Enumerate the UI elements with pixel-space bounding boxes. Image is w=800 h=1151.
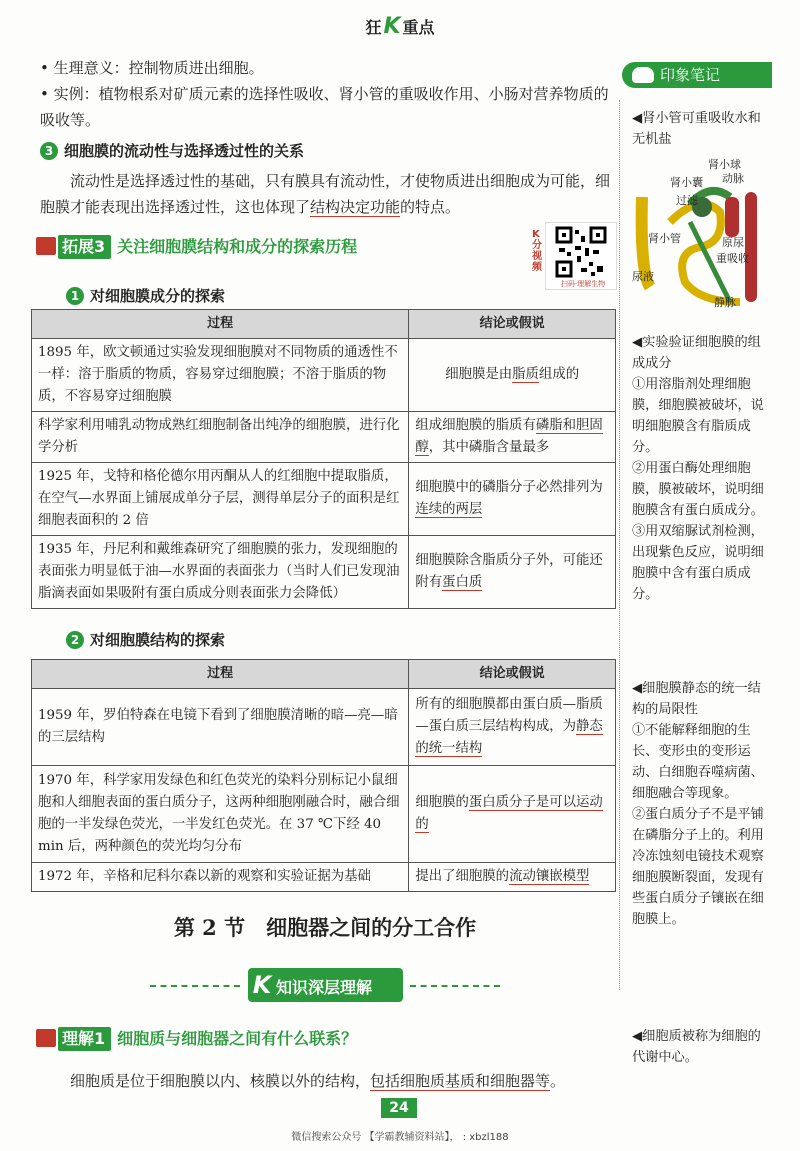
table-header-row — [32, 660, 616, 689]
table-row — [32, 412, 616, 463]
number-badge: 2 — [66, 631, 84, 649]
understanding-tag: 理解1 — [58, 1027, 111, 1051]
label-reabsorption: 重吸收 — [716, 252, 749, 265]
note-kidney: ◀肾小管可重吸收水和无机盐 — [632, 111, 761, 147]
table-cell: 所有的细胞膜都由蛋白质—脂质—蛋白质三层结构构成，为静态的统一结构 — [409, 689, 616, 766]
extension-title: 关注细胞膜结构和成分的探索历程 — [117, 237, 358, 256]
subsection-1-heading — [66, 285, 225, 306]
table-membrane-structure — [31, 659, 616, 892]
table-cell: 1959 年，罗伯特森在电镜下看到了细胞膜清晰的暗—亮—暗的三层结构 — [32, 689, 409, 766]
note-title: ◀细胞膜静态的统一结构的局限性 — [632, 681, 761, 717]
number-badge: 3 — [40, 142, 58, 160]
label-filtration: 过滤 — [676, 194, 698, 207]
subsection-1-title: 对细胞膜成分的探索 — [90, 287, 226, 305]
subsection-2-title: 对细胞膜结构的探索 — [90, 631, 226, 649]
header-k-logo: K — [383, 14, 401, 39]
header-text-2: 重点 — [402, 18, 435, 37]
table-row — [32, 766, 616, 863]
number-badge: 1 — [66, 287, 84, 305]
table-cell: 细胞膜的蛋白质分子是可以运动的 — [409, 766, 616, 863]
understanding-1-paragraph: 细胞质是位于细胞膜以内、核膜以外的结构，包括细胞质基质和细胞器等。 — [70, 1072, 566, 1090]
note-item: ②蛋白质分子不是平铺在磷脂分子上的。利用冷冻蚀刻电镜技术观察细胞膜断裂面，发现有些蛋白质分子镶嵌在细胞膜上。 — [632, 807, 764, 927]
banner-label — [248, 968, 403, 1002]
column-header: 结论或假说 — [409, 660, 616, 689]
k-logo: K — [252, 971, 272, 999]
sidebar-divider — [619, 100, 620, 990]
chapter-section-title: 第 2 节 细胞器之间的分工合作 — [173, 915, 477, 940]
section-3 — [40, 138, 610, 220]
table-cell: 1895 年，欧文顿通过实验发现细胞膜对不同物质的通透性不一样：溶于脂质的物质，容易穿过细胞膜；不溶于脂质的物质，不容易穿过细胞膜 — [32, 339, 409, 412]
table-cell: 1970 年，科学家用发绿色和红色荧光的染料分别标记小鼠细胞和人细胞表面的蛋白质分子，这两种细胞刚融合时，融合细胞的一半发绿色荧光，一半发红色荧光。在 37 ℃下经 40 min 后，两种颜色的荧光均匀分布 — [32, 766, 409, 863]
label-urine: 尿液 — [632, 270, 654, 283]
table-cell: 组成细胞膜的脂质有磷脂和胆固醇，其中磷脂含量最多 — [409, 412, 616, 463]
extension-3-heading — [36, 234, 357, 259]
label-artery: 动脉 — [722, 172, 744, 185]
table-row — [32, 689, 616, 766]
table-cell: 科学家利用哺乳动物成熟红细胞制备出纯净的细胞膜，进行化学分析 — [32, 412, 409, 463]
qr-code[interactable] — [532, 222, 617, 290]
video-label: K分视频 — [532, 229, 542, 273]
bullet-physiology: • 生理意义：控制物质进出细胞。 — [40, 59, 264, 77]
extension-tag: 拓展3 — [58, 235, 111, 259]
section-3-paragraph: 流动性是选择透过性的基础，只有膜具有流动性，才使物质进出细胞成为可能，细胞膜才能表现出选择透过性，这也体现了结构决定功能的特点。 — [40, 172, 611, 216]
sidebar-title: 印象笔记 — [660, 66, 721, 84]
table-cell: 细胞膜是由脂质组成的 — [409, 339, 616, 412]
table-cell: 1925 年，戈特和格伦德尔用丙酮从人的红细胞中提取脂质，在空气—水界面上铺展成单分子层，测得单层分子的面积是红细胞表面积的 2 倍 — [32, 463, 409, 536]
qr-icon — [555, 226, 607, 278]
table-cell: 提出了细胞膜的流动镶嵌模型 — [409, 863, 616, 892]
kidney-diagram — [630, 152, 772, 312]
label-capsule: 肾小囊 — [670, 176, 703, 189]
understanding-title: 细胞质与细胞器之间有什么联系？ — [117, 1029, 358, 1048]
label-primary-urine: 原尿 — [722, 236, 744, 249]
underlined-text: 结构决定功能 — [310, 198, 401, 216]
qr-caption: 扫码·理解生物 — [560, 280, 606, 288]
note-static-model — [632, 678, 764, 930]
elephant-icon — [632, 67, 654, 83]
table-cell: 细胞膜中的磷脂分子必然排列为连续的两层 — [409, 463, 616, 536]
note-title: ◀实验验证细胞膜的组成成分 — [632, 335, 761, 371]
section-3-heading — [40, 138, 610, 164]
table-row — [32, 863, 616, 892]
label-glomerulus: 肾小球 — [708, 158, 741, 171]
note-experiment — [632, 332, 764, 605]
page-header — [0, 14, 800, 39]
intro-block — [40, 55, 610, 133]
book-icon — [36, 237, 56, 255]
table-header-row — [32, 310, 616, 339]
table-row — [32, 339, 616, 412]
label-tubule: 肾小管 — [648, 232, 681, 245]
table-membrane-composition — [31, 309, 616, 609]
sidebar-header — [622, 62, 772, 88]
book-icon — [36, 1029, 56, 1047]
table-row — [32, 463, 616, 536]
table-cell: 1972 年，辛格和尼科尔森以新的观察和实验证据为基础 — [32, 863, 409, 892]
note-cytoplasm: ◀细胞质被称为细胞的代谢中心。 — [632, 1029, 761, 1065]
banner-title: 知识深层理解 — [276, 978, 373, 997]
divider — [150, 985, 240, 987]
column-header: 过程 — [32, 660, 409, 689]
column-header: 过程 — [32, 310, 409, 339]
note-item: ①用溶脂剂处理细胞膜，细胞膜被破坏，说明细胞膜含有脂质成分。 — [632, 377, 764, 455]
table-row — [32, 536, 616, 609]
note-item: ①不能解释细胞的生长、变形虫的变形运动、白细胞吞噬病菌、细胞融合等现象。 — [632, 723, 764, 801]
understanding-1-heading — [36, 1026, 357, 1051]
section-3-title: 细胞膜的流动性与选择透过性的关系 — [64, 142, 305, 160]
header-text: 狂 — [365, 18, 382, 37]
page-number: 24 — [381, 1098, 417, 1118]
bullet-examples: • 实例：植物根系对矿质元素的选择性吸收、肾小管的重吸收作用、小肠对营养物质的吸收等。 — [40, 85, 609, 129]
table-cell: 细胞膜除含脂质分子外，可能还附有蛋白质 — [409, 536, 616, 609]
knowledge-banner — [150, 966, 500, 1006]
note-item: ②用蛋白酶处理细胞膜，膜被破坏，说明细胞膜含有蛋白质成分。 — [632, 461, 764, 518]
column-header: 结论或假说 — [409, 310, 616, 339]
divider — [410, 985, 500, 987]
subsection-2-heading — [66, 629, 225, 650]
note-item: ③用双缩脲试剂检测，出现紫色反应，说明细胞膜中含有蛋白质成分。 — [632, 524, 764, 602]
footer-text: 微信搜索公众号 【学霸教辅资料站】， : xbzl188 — [291, 1132, 509, 1143]
table-cell: 1935 年，丹尼利和戴维森研究了细胞膜的张力，发现细胞的表面张力明显低于油—水界面的表面张力（当时人们已发现油脂滴表面如果吸附有蛋白质成分则表面张力会降低） — [32, 536, 409, 609]
label-vein: 静脉 — [714, 296, 736, 309]
